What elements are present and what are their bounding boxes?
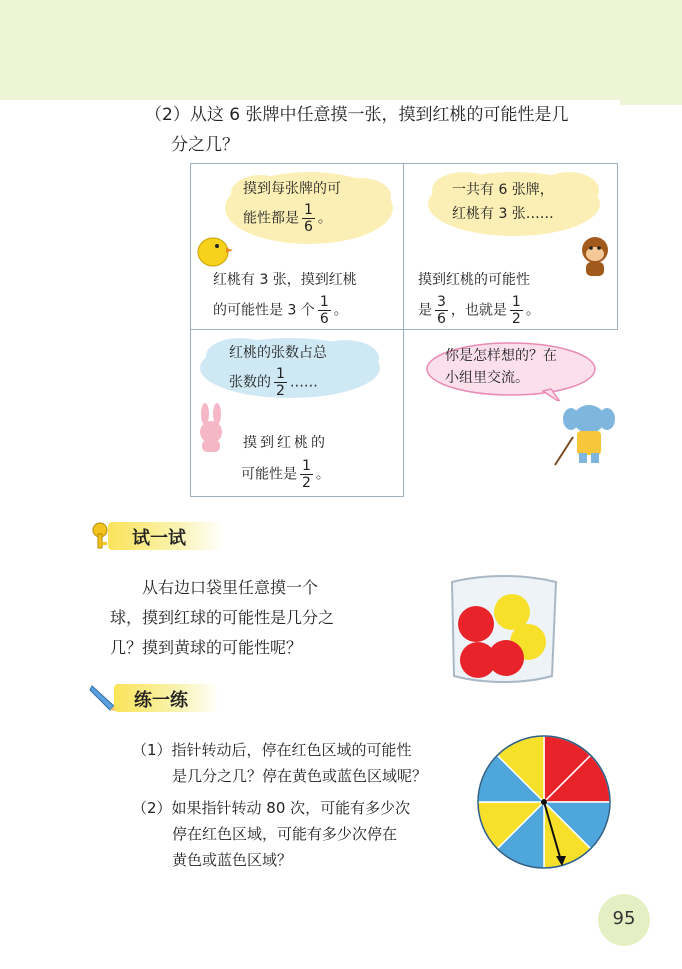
- panel-chick: [190, 163, 404, 330]
- try-line: 球，摸到红球的可能性是几分之: [110, 608, 335, 627]
- try-section-header: [88, 520, 228, 550]
- try-line: 从右边口袋里任意摸一个: [142, 578, 319, 597]
- header-band: [0, 0, 682, 100]
- panel-rabbit-line2: 可能性是 $\frac{1}{2}$ 。: [241, 458, 330, 491]
- panel-monkey-line1: 摸到红桃的可能性: [418, 272, 530, 288]
- spinner-image: [475, 733, 613, 871]
- panel-elephant: [403, 329, 618, 497]
- practice-line: 是几分之几？停在黄色或蓝色区域呢？: [172, 767, 428, 785]
- practice-line: 停在红色区域，可能有多少次停在: [172, 825, 398, 843]
- panel-rabbit: [190, 329, 404, 497]
- bubble-line: 红桃的张数占总: [229, 345, 327, 361]
- fraction: $\frac{1}{6}$: [319, 294, 329, 327]
- page-number: 95: [612, 908, 636, 929]
- question-2-line1: （2）从这 6 张牌中任意摸一张，摸到红桃的可能性是几: [145, 105, 569, 125]
- panel-chick-bubble: [243, 176, 341, 235]
- practice-title: 练一练: [134, 690, 188, 711]
- panel-chick-line2: 的可能性是 3 个 $\frac{1}{6}$ 。: [213, 294, 348, 327]
- panel-rabbit-line1: 摸到红桃的: [243, 435, 328, 451]
- fraction: $\frac{1}{6}$: [304, 202, 313, 235]
- fraction: $\frac{1}{2}$: [511, 294, 521, 327]
- practice-items: [132, 737, 427, 873]
- bubble-line: 小组里交流。: [445, 370, 529, 386]
- bubble-line: 红桃有 3 张……: [452, 206, 554, 222]
- rabbit-icon: [193, 402, 229, 454]
- fraction: $\frac{1}{2}$: [276, 366, 285, 399]
- chick-icon: [193, 226, 233, 270]
- panel-elephant-bubble: [445, 345, 557, 389]
- bubble-line: 一共有 6 张牌，: [452, 182, 554, 198]
- panel-monkey-line2: 是 $\frac{3}{6}$ ，也就是 $\frac{1}{2}$ 。: [418, 294, 540, 327]
- try-title: 试一试: [132, 528, 186, 549]
- panel-chick-line1: 红桃有 3 张，摸到红桃: [213, 272, 357, 288]
- question-2: [145, 100, 645, 160]
- try-line: 几？摸到黄球的可能性呢？: [110, 638, 303, 657]
- bubble-line: 能性都是 $\frac{1}{6}$ 。: [243, 202, 332, 235]
- practice-line: （1）指针转动后，停在红色区域的可能性: [132, 741, 412, 759]
- bubble-line: 张数的 $\frac{1}{2}$ ……: [229, 366, 318, 399]
- panel-rabbit-bubble: [229, 340, 327, 399]
- fraction: $\frac{1}{2}$: [302, 458, 311, 491]
- fraction: $\frac{3}{6}$: [437, 294, 446, 327]
- ball-bag-image: [444, 572, 562, 688]
- panel-monkey: [403, 163, 618, 330]
- practice-section-header: [88, 680, 228, 714]
- panel-monkey-bubble: [452, 178, 554, 226]
- try-paragraph: [110, 573, 430, 663]
- thinking-grid: [190, 163, 618, 497]
- elephant-icon: [553, 397, 617, 469]
- practice-line: 黄色或蓝色区域？: [172, 851, 293, 869]
- bubble-line: 摸到每张牌的可: [243, 181, 341, 197]
- bubble-line: 你是怎样想的？在: [445, 348, 557, 364]
- practice-line: （2）如果指针转动 80 次，可能有多少次: [132, 799, 411, 817]
- monkey-icon: [574, 232, 616, 278]
- question-2-line2: 分之几？: [171, 135, 239, 155]
